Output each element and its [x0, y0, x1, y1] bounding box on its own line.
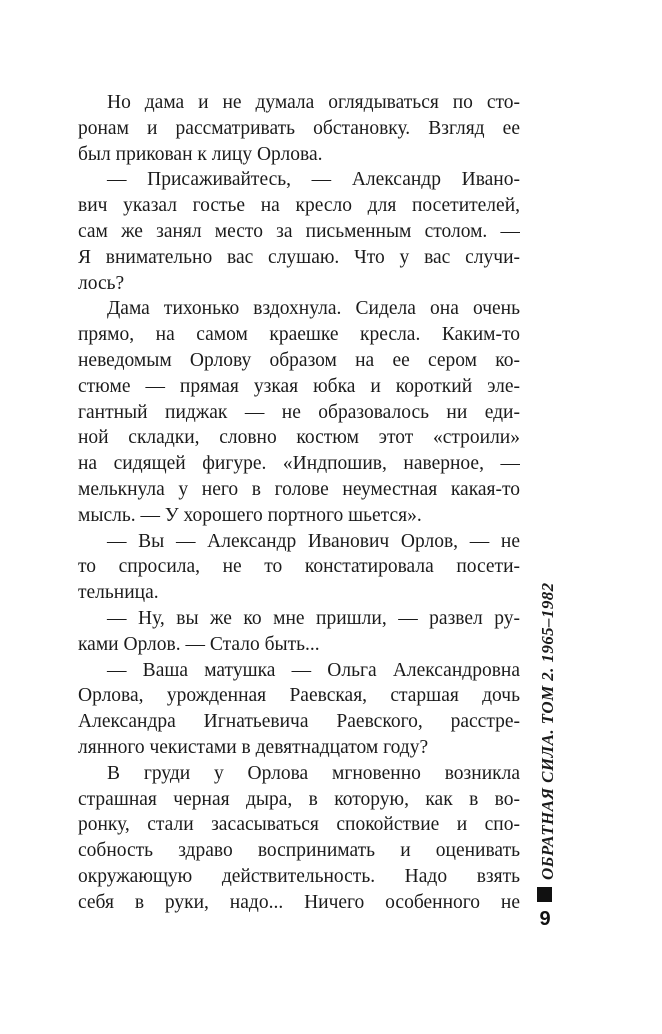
text-line: мысль. — У хорошего портного шьется». — [78, 504, 422, 526]
text-line: вич указал гостье на кресло для посетителей, — [78, 195, 520, 217]
text-line: ронам и рассматривать обстановку. Взгляд ее — [78, 117, 520, 139]
text-line: Александра Игнатьевича Раевского, расстре- — [78, 711, 520, 733]
text-line: гантный пиджак — не образовалось ни еди- — [78, 401, 520, 423]
text-line: ронку, стали засасываться спокойствие и спо- — [78, 814, 520, 836]
text-line: — Ну, вы же ко мне пришли, — развел ру- — [107, 607, 520, 629]
text-line: тельница. — [78, 582, 159, 604]
text-line: ками Орлов. — Стало быть... — [78, 633, 320, 655]
text-line: Дама тихонько вздохнула. Сидела она очень — [107, 298, 520, 320]
text-line: стюме — прямая узкая юбка и короткий эле- — [78, 375, 520, 397]
running-title-vertical: ОБРАТНАЯ СИЛА. ТОМ 2. 1965–1982 — [538, 582, 557, 880]
text-line: на сидящей фигуре. «Индпошив, наверное, — — [78, 453, 520, 475]
text-line: ной складки, словно костюм этот «строили» — [78, 427, 520, 449]
text-block — [78, 90, 520, 916]
text-line: собность здраво воспринимать и оценивать — [78, 840, 520, 862]
text-line: окружающую действительность. Надо взять — [78, 865, 520, 887]
text-line: был прикован к лицу Орлова. — [78, 143, 323, 165]
text-line: лось? — [78, 272, 125, 294]
text-line: — Присаживайтесь, — Александр Ивано- — [107, 169, 520, 191]
text-line: Орлова, урожденная Раевская, старшая дочь — [78, 685, 520, 707]
text-line: сам же занял место за письменным столом. — — [78, 220, 520, 242]
text-line: В груди у Орлова мгновенно возникла — [107, 762, 520, 784]
text-line: — Вы — Александр Иванович Орлов, — не — [107, 530, 520, 552]
text-line: лянного чекистами в девятнадцатом году? — [78, 736, 429, 758]
text-line: мелькнула у него в голове неуместная какая-то — [78, 478, 520, 500]
text-line: себя в руки, надо... Ничего особенного не — [78, 891, 520, 913]
text-line: страшная черная дыра, в которую, как в во- — [78, 788, 520, 810]
text-line: Но дама и не думала оглядываться по сто- — [107, 92, 520, 113]
section-end-square-icon — [537, 887, 552, 902]
page-number: 9 — [539, 908, 551, 930]
text-line: неведомым Орлову образом на ее сером ко- — [78, 349, 520, 371]
text-line: то спросила, не то констатировала посети- — [78, 556, 520, 578]
text-line: Я внимательно вас слушаю. Что у вас случи- — [78, 246, 520, 268]
text-line: прямо, на самом краешке кресла. Каким-то — [78, 324, 520, 346]
text-line: — Ваша матушка — Ольга Александровна — [107, 659, 520, 681]
